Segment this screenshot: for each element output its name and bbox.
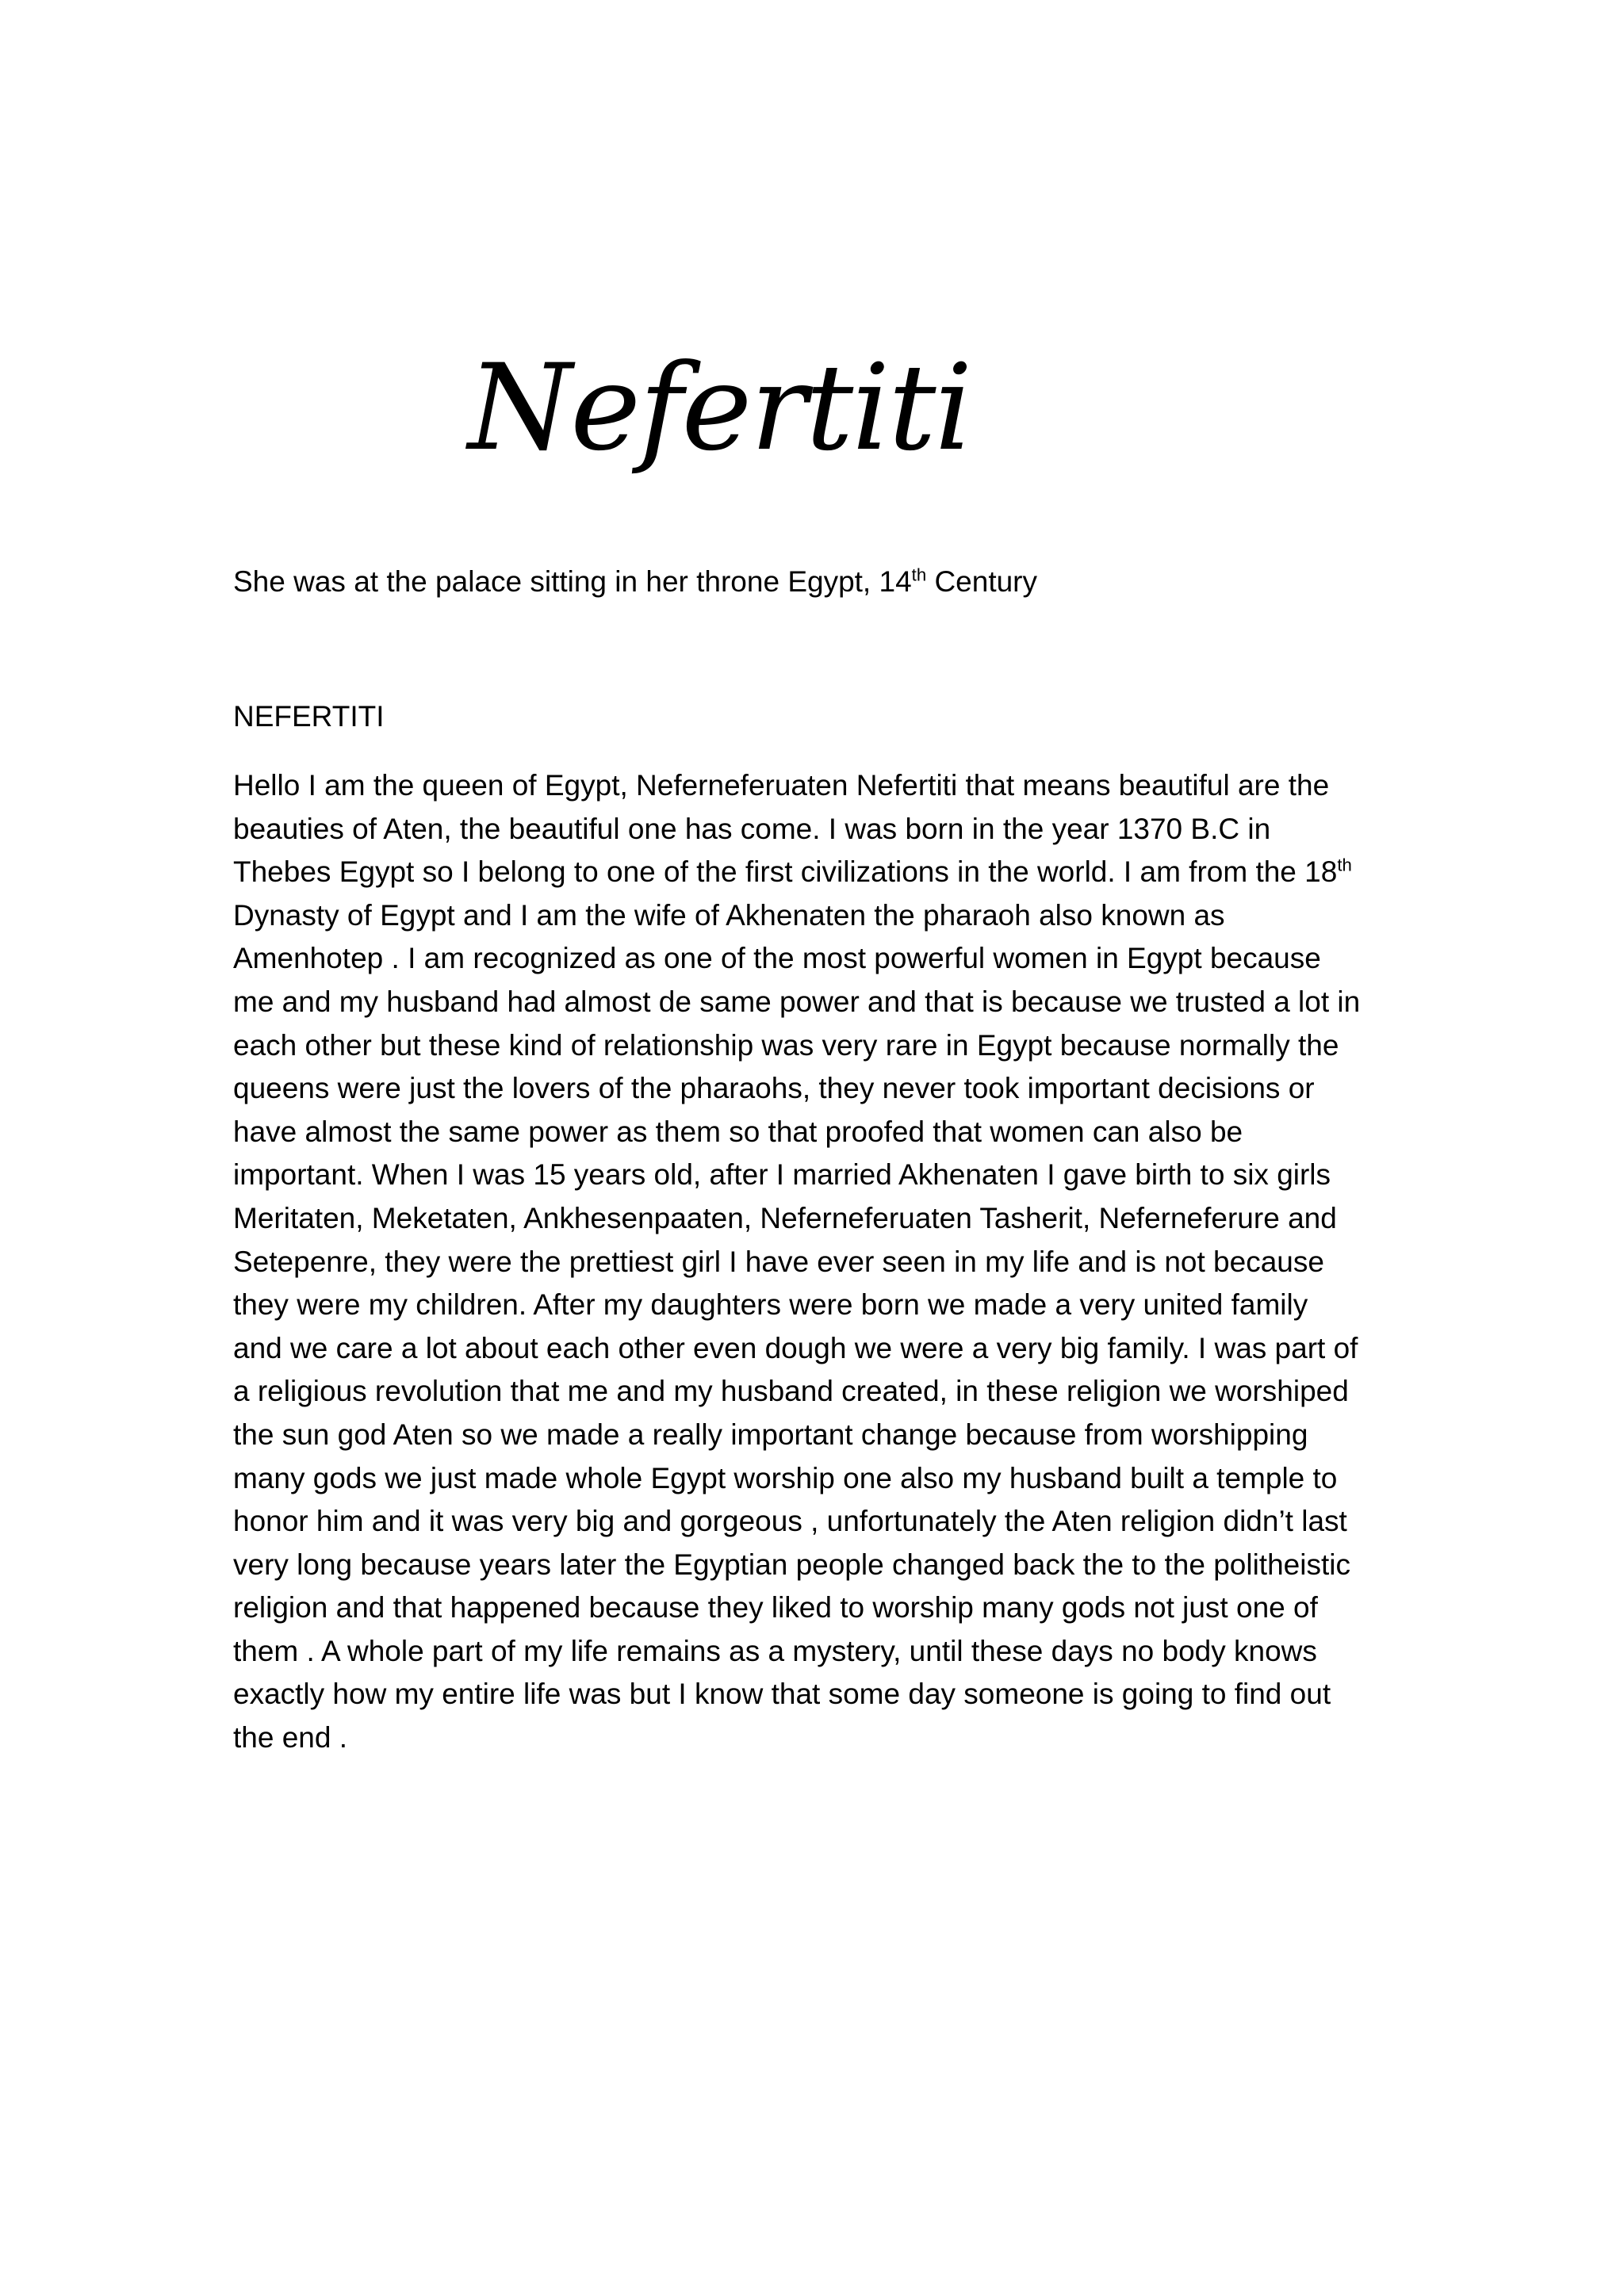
paragraph-line-text: the end . <box>233 1721 348 1755</box>
paragraph-line <box>233 764 1407 808</box>
paragraph-line-text: a religious revolution that me and my husband created, in these religion we worshiped <box>233 1375 1349 1408</box>
paragraph-line <box>233 894 1407 938</box>
monologue-paragraph <box>233 764 1407 1760</box>
paragraph-line-text: and we care a lot about each other even dough we were a very big family. I was part of <box>233 1331 1358 1364</box>
paragraph-line <box>233 1024 1407 1068</box>
document-title: Nefertiti <box>468 339 971 477</box>
paragraph-line-text: important. When I was 15 years old, after I married Akhenaten I gave birth to six girls <box>233 1158 1331 1192</box>
paragraph-line-text: very long because years later the Egyptian people changed back the to the politheistic <box>233 1548 1350 1581</box>
paragraph-line-text: them . A whole part of my life remains as a mystery, until these days no body knows <box>233 1634 1317 1667</box>
paragraph-line <box>233 1457 1407 1501</box>
paragraph-line <box>233 1673 1407 1716</box>
paragraph-line-text: have almost the same power as them so that proofed that women can also be <box>233 1115 1243 1148</box>
paragraph-line-text: Setepenre, they were the prettiest girl I have ever seen in my life and is not because <box>233 1245 1324 1278</box>
paragraph-line <box>233 1327 1407 1371</box>
paragraph-line <box>233 1630 1407 1674</box>
paragraph-line <box>233 1154 1407 1197</box>
paragraph-line-text: Thebes Egypt so I belong to one of the first civilizations in the world. I am from the 18 <box>233 855 1338 889</box>
paragraph-line-text: the sun god Aten so we made a really important change because from worshipping <box>233 1418 1308 1451</box>
paragraph-line <box>233 1370 1407 1414</box>
scene-setting-tail: Century <box>926 565 1038 598</box>
paragraph-line <box>233 1067 1407 1111</box>
scene-setting <box>233 563 1037 601</box>
paragraph-line-text: each other but these kind of relationship was very rare in Egypt because normally the <box>233 1028 1339 1062</box>
scene-setting-text: She was at the palace sitting in her throne Egypt, 14 <box>233 565 912 598</box>
paragraph-line <box>233 1500 1407 1544</box>
scene-setting-superscript: th <box>911 564 927 585</box>
paragraph-line-text: religion and that happened because they liked to worship many gods not just one of <box>233 1591 1318 1624</box>
paragraph-line-text: many gods we just made whole Egypt worship one also my husband built a temple to <box>233 1461 1338 1494</box>
paragraph-line-text: Meritaten, Meketaten, Ankhesenpaaten, Neferneferuaten Tasherit, Neferneferure and <box>233 1201 1337 1234</box>
paragraph-line-text: me and my husband had almost de same power and that is because we trusted a lot in <box>233 985 1361 1018</box>
paragraph-line <box>233 1586 1407 1630</box>
paragraph-line-superscript: th <box>1337 855 1352 875</box>
paragraph-line <box>233 808 1407 851</box>
paragraph-line <box>233 1197 1407 1241</box>
paragraph-line <box>233 1414 1407 1457</box>
paragraph-line-text: beauties of Aten, the beautiful one has come. I was born in the year 1370 B.C in <box>233 812 1271 845</box>
paragraph-line <box>233 937 1407 981</box>
paragraph-line-text: Hello I am the queen of Egypt, Neferneferuaten Nefertiti that means beautiful are the <box>233 769 1330 802</box>
paragraph-line <box>233 1716 1407 1760</box>
paragraph-line <box>233 1284 1407 1327</box>
paragraph-line <box>233 981 1407 1024</box>
paragraph-line-text: Amenhotep . I am recognized as one of the most powerful women in Egypt because <box>233 942 1321 975</box>
paragraph-line <box>233 1544 1407 1587</box>
paragraph-line-text: exactly how my entire life was but I know that some day someone is going to find out <box>233 1678 1331 1711</box>
paragraph-line-text: honor him and it was very big and gorgeous , unfortunately the Aten religion didn’t last <box>233 1505 1347 1538</box>
paragraph-line-text: Dynasty of Egypt and I am the wife of Akhenaten the pharaoh also known as <box>233 898 1225 932</box>
paragraph-line <box>233 851 1407 894</box>
speaker-name: NEFERTITI <box>233 700 385 733</box>
paragraph-line-text: they were my children. After my daughters were born we made a very united family <box>233 1288 1308 1322</box>
paragraph-line <box>233 1241 1407 1284</box>
paragraph-line-text: queens were just the lovers of the pharaohs, they never took important decisions or <box>233 1072 1315 1105</box>
paragraph-line <box>233 1111 1407 1154</box>
